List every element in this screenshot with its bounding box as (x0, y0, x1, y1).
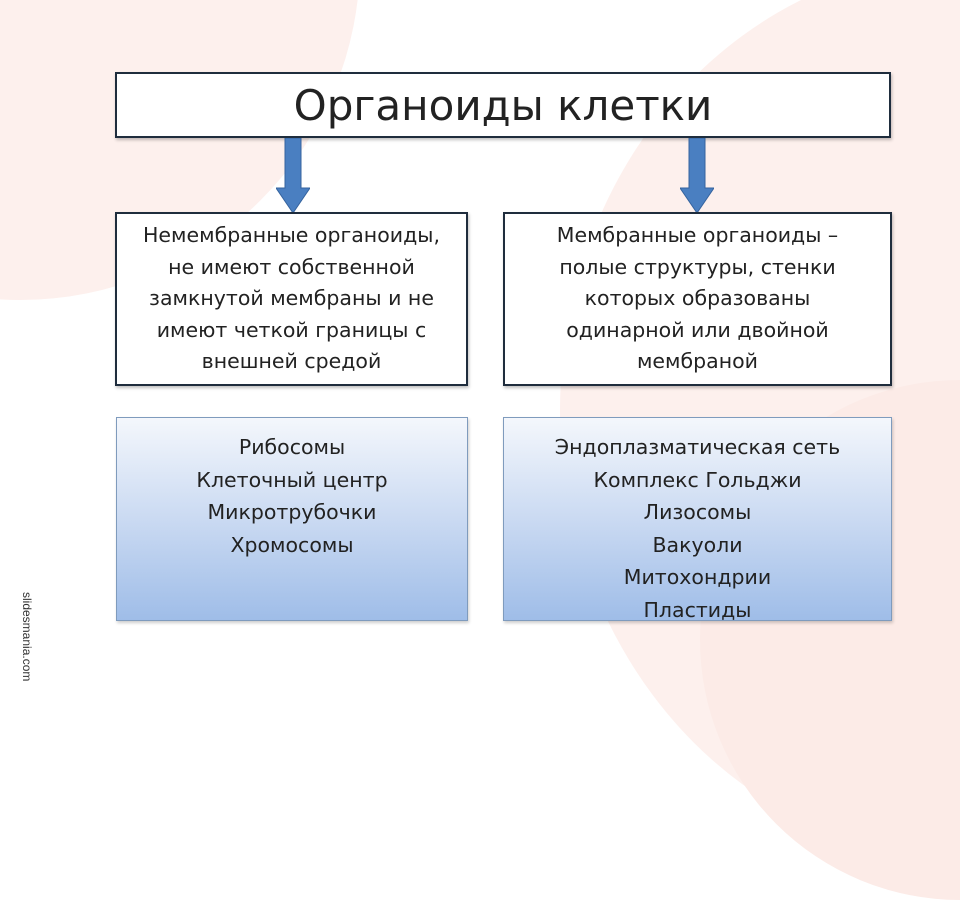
membrane-organelles-list (503, 417, 892, 621)
description-line: внешней средой (201, 349, 382, 374)
arrow-down-left-icon (276, 138, 310, 214)
membrane-description (503, 212, 892, 386)
list-item: Клеточный центр (196, 467, 388, 492)
non-membrane-description (115, 212, 468, 386)
description-line: имеют четкой границы с (156, 317, 427, 342)
list-item: Микротрубочки (207, 500, 377, 524)
description-line: которых образованы (584, 286, 811, 311)
list-item: Хромосомы (230, 532, 354, 557)
list-item: Эндоплазматическая сеть (554, 435, 841, 459)
diagram-title: Органоиды клетки (115, 72, 891, 138)
description-line: полые структуры, стенки (559, 254, 836, 279)
description-line: замкнутой мембраны и не (149, 286, 434, 311)
description-line: Мембранные органоиды – (556, 223, 839, 248)
description-line: Немембранные органоиды, (143, 223, 440, 248)
description-line: не имеют собственной (168, 254, 415, 279)
watermark: slidesmania.com (20, 592, 34, 682)
list-item: Комплекс Гольджи (593, 467, 802, 492)
list-item: Лизосомы (643, 500, 752, 524)
list-item: Митохондрии (623, 565, 772, 589)
description-line: мембраной (636, 349, 758, 374)
list-item: Пластиды (643, 597, 752, 622)
description-line: одинарной или двойной (566, 317, 829, 342)
list-item: Рибосомы (238, 435, 346, 459)
list-item: Вакуоли (652, 532, 743, 557)
arrow-down-right-icon (680, 138, 714, 214)
non-membrane-organelles-list (116, 417, 468, 621)
